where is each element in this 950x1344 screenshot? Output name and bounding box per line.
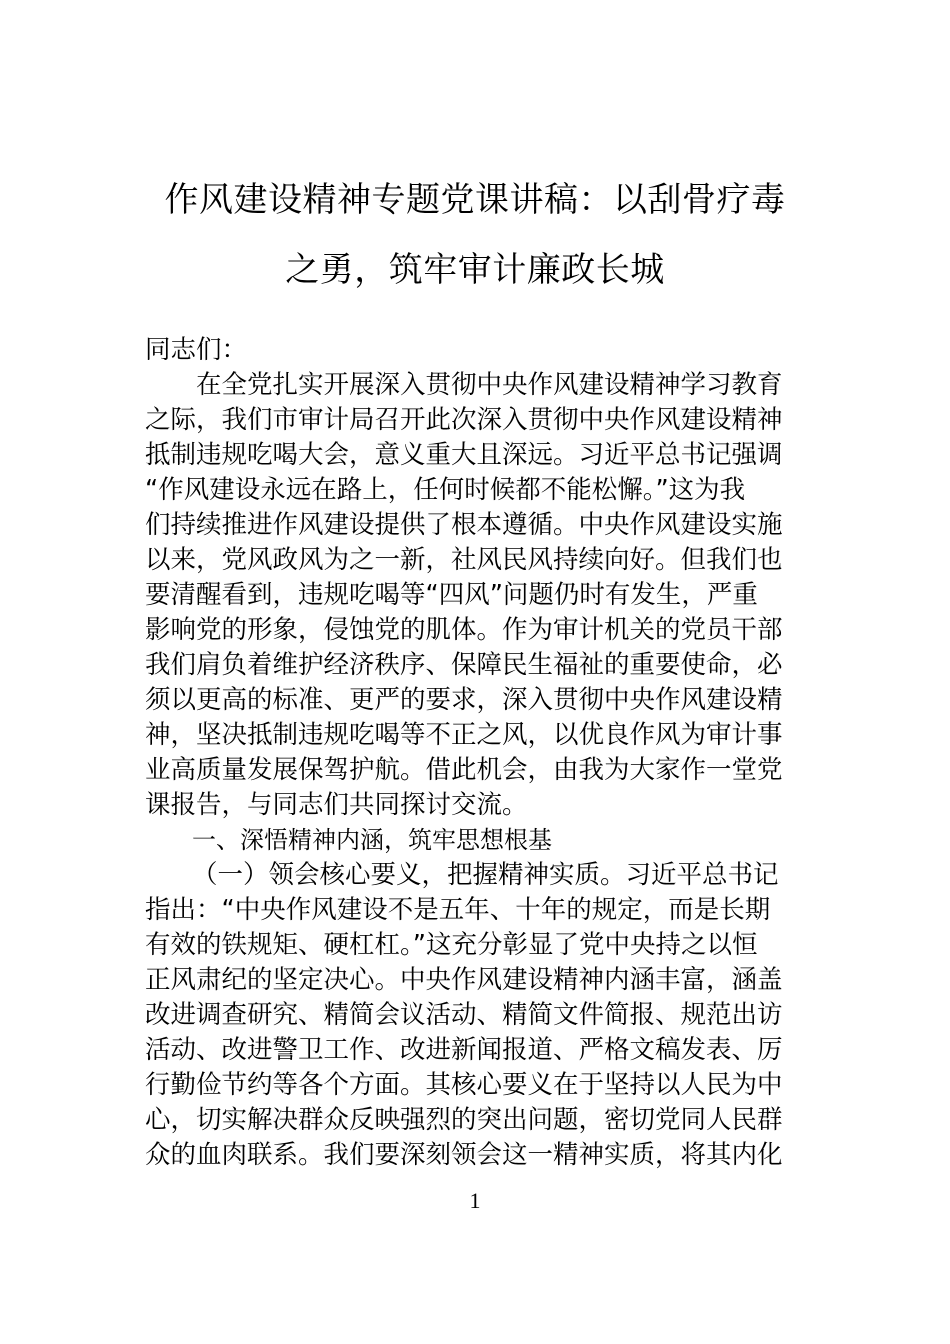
paragraph-line: （一）领会核心要义，把握精神实质。习近平总书记 xyxy=(192,860,779,890)
paragraph-line: 神，坚决抵制违规吃喝等不正之风，以优良作风为审计事 xyxy=(145,720,783,750)
title-line-2: 之勇，筑牢审计廉政长城 xyxy=(285,250,665,290)
paragraph-line: 正风肃纪的坚定决心。中央作风建设精神内涵丰富，涵盖 xyxy=(145,965,783,995)
title-line-1: 作风建设精神专题党课讲稿：以刮骨疗毒 xyxy=(164,180,786,220)
document-body xyxy=(145,333,810,1173)
paragraph-line: 活动、改进警卫工作、改进新闻报道、严格文稿发表、厉 xyxy=(145,1035,783,1065)
paragraph-line: 在全党扎实开展深入贯彻中央作风建设精神学习教育 xyxy=(196,370,783,400)
paragraph-line: 有效的铁规矩、硬杠杠。”这充分彰显了党中央持之以恒 xyxy=(145,930,758,960)
paragraph-line: 课报告，与同志们共同探讨交流。 xyxy=(145,790,528,820)
paragraph-line: 业高质量发展保驾护航。借此机会，由我为大家作一堂党 xyxy=(145,755,783,785)
paragraph-line: 须以更高的标准、更严的要求，深入贯彻中央作风建设精 xyxy=(145,685,783,715)
paragraph-line: 要清醒看到，违规吃喝等“四风”问题仍时有发生，严重 xyxy=(145,580,758,610)
paragraph-line: 之际，我们市审计局召开此次深入贯彻中央作风建设精神 xyxy=(145,405,783,435)
paragraph-line: 心，切实解决群众反映强烈的突出问题，密切党同人民群 xyxy=(145,1105,783,1135)
paragraph-line: 影响党的形象，侵蚀党的肌体。作为审计机关的党员干部 xyxy=(145,615,783,645)
paragraph-intro xyxy=(145,368,810,823)
paragraph-line: 指出：“中央作风建设不是五年、十年的规定，而是长期 xyxy=(145,895,771,925)
paragraph-line: 众的血肉联系。我们要深刻领会这一精神实质，将其内化 xyxy=(145,1140,783,1170)
salutation: 同志们： xyxy=(145,335,248,365)
document-title xyxy=(140,165,810,305)
page-number: 1 xyxy=(469,1188,481,1213)
paragraph-line: “作风建设永远在路上，任何时候都不能松懈。”这为我 xyxy=(145,475,746,505)
paragraph-line: 抵制违规吃喝大会，意义重大且深远。习近平总书记强调 xyxy=(145,440,783,470)
paragraph-section-one xyxy=(145,858,810,1173)
section-heading: 一、深悟精神内涵，筑牢思想根基 xyxy=(192,826,552,854)
paragraph-line: 行勤俭节约等各个方面。其核心要义在于坚持以人民为中 xyxy=(145,1070,783,1100)
paragraph-line: 我们肩负着维护经济秩序、保障民生福祉的重要使命，必 xyxy=(145,650,783,680)
paragraph-line: 们持续推进作风建设提供了根本遵循。中央作风建设实施 xyxy=(145,510,783,540)
paragraph-line: 以来，党风政风为之一新，社风民风持续向好。但我们也 xyxy=(145,545,783,575)
paragraph-line: 改进调查研究、精简会议活动、精简文件简报、规范出访 xyxy=(145,1000,783,1030)
